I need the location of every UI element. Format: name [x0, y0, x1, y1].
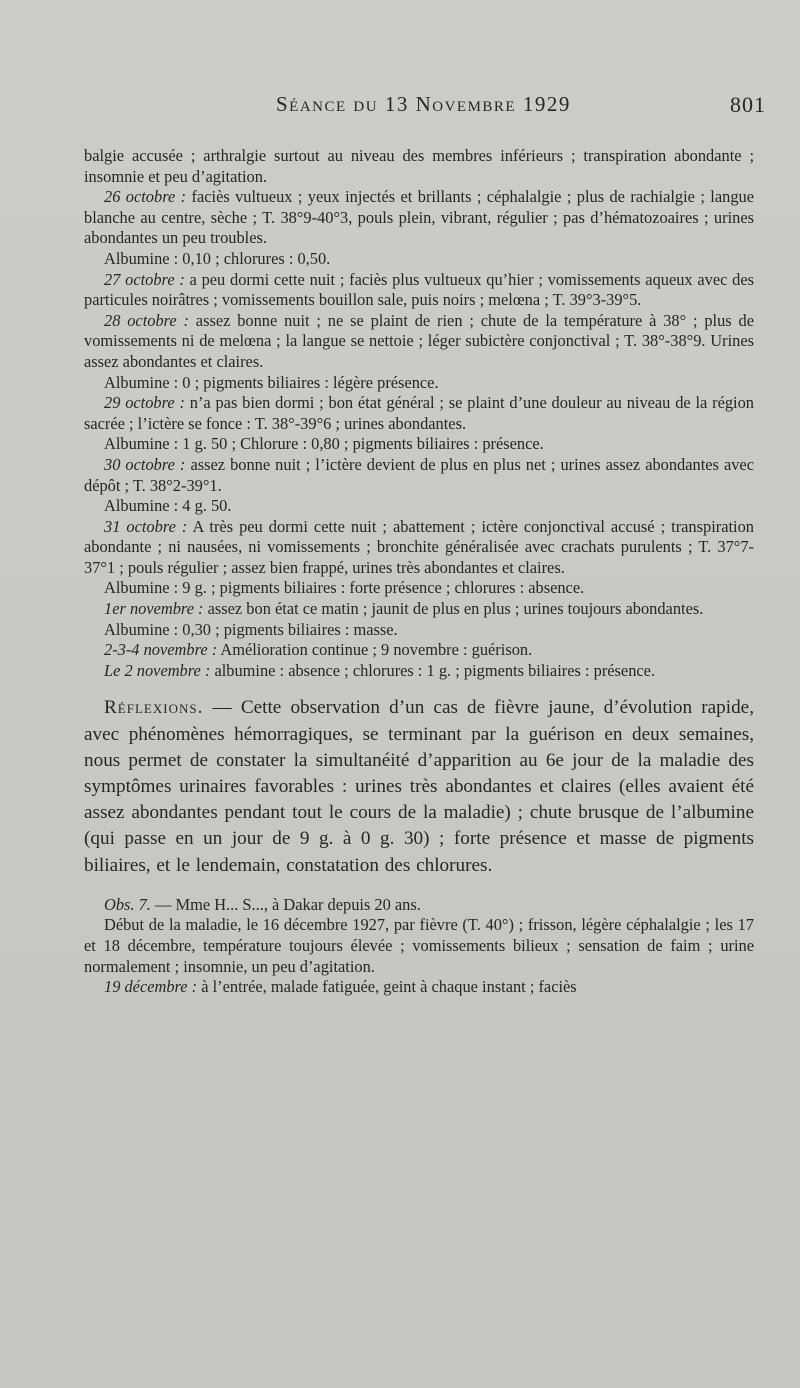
entry-date: 2-3-4 novembre : — [104, 640, 218, 660]
page-number: 801 — [730, 92, 766, 117]
entry-date: 27 octobre : — [104, 269, 185, 289]
entry-date: 30 octobre : — [104, 454, 186, 474]
observation-label: Obs. 7. — [104, 894, 151, 914]
entry-le-2-novembre: Le 2 novembre : albumine : absence ; chlorures : 1 g. ; pigments biliaires : présence. — [104, 660, 656, 680]
entry-19-decembre: 19 décembre : à l’entrée, malade fatiguée, geint à chaque instant ; faciès — [104, 977, 577, 997]
entry-date: 28 octobre : — [104, 310, 189, 330]
lab-result: Albumine : 0 ; pigments biliaires : légère présence. — [104, 372, 439, 392]
entry-date: Le 2 novembre : — [104, 660, 211, 680]
lab-result: Albumine : 0,30 ; pigments biliaires : masse. — [104, 619, 398, 639]
entry-29-octobre: 29 octobre : n’a pas bien dormi ; bon état général ; se plaint d’une douleur au niveau de la région sacrée ; l’ictère se fonce : T. 38°-39°6 ; urines abondantes. — [84, 393, 754, 433]
reflexions-paragraph: Réflexions. — Cette observation d’un cas de fièvre jaune, d’évolution rapide, avec phénomènes hémorragiques, se terminant par la guérison en deux semaines, nous permet de constater la simultanéité d’apparition au 6e jour de la maladie des symptômes urinaires favorables : urines très abondantes et claires (elles avaient été assez abondantes pendant tout le cours de la maladie) ; chute brusque de l’albumine (qui passe en un jour de 9 g. à 0 g. 30) ; forte présence et masse de pigments biliaires, et le lendemain, constatation des chlorures. — [84, 697, 754, 876]
lab-result: Albumine : 0,10 ; chlorures : 0,50. — [104, 248, 331, 268]
observation-7-onset: Début de la maladie, le 16 décembre 1927, par fièvre (T. 40°) ; frisson, légère céphalalgie ; les 17 et 18 décembre, température toujours élevée ; vomissements bilieux ; sensation de faim ; urine normalement ; insomnie, un peu d’agitation. — [84, 915, 754, 976]
lab-result: Albumine : 9 g. ; pigments biliaires : forte présence ; chlorures : absence. — [104, 578, 585, 598]
entry-date: 29 octobre : — [104, 393, 185, 413]
entry-2-3-4-novembre: 2-3-4 novembre : Amélioration continue ; 9 novembre : guérison. — [104, 640, 533, 660]
observation-7-heading: Obs. 7. — Mme H... S..., à Dakar depuis 20 ans. — [104, 894, 421, 914]
entry-date: 31 octobre : — [104, 516, 188, 536]
paragraph-continuation: balgie accusée ; arthralgie surtout au niveau des membres inférieurs ; transpiration abondante ; insomnie et peu d’agitation. — [84, 146, 754, 186]
page-body — [84, 146, 754, 998]
entry-31-octobre: 31 octobre : A très peu dormi cette nuit ; abattement ; ictère conjonctival accusé ; transpiration abondante ; ni nausées, ni vomissements ; bronchite généralisée avec crachats purulents ; T. 37°7-37°1 ; pouls régulier ; assez bien frappé, urines très abondantes et claires. — [84, 516, 754, 577]
running-title: Séance du 13 Novembre 1929 — [276, 92, 571, 116]
entry-26-octobre: 26 octobre : faciès vultueux ; yeux injectés et brillants ; céphalalgie ; plus de rachialgie ; langue blanche au centre, sèche ; T. 38°9-40°3, pouls plein, vibrant, régulier ; pas d’hématozoaires ; urines abondantes un peu troubles. — [84, 187, 754, 248]
entry-date: 19 décembre : — [104, 977, 198, 997]
reflexions-label: Réflexions. — [104, 697, 204, 719]
page-header — [86, 92, 776, 126]
lab-result: Albumine : 1 g. 50 ; Chlorure : 0,80 ; pigments biliaires : présence. — [104, 434, 544, 454]
entry-1er-novembre: 1er novembre : assez bon état ce matin ; jaunit de plus en plus ; urines toujours abondantes. — [104, 599, 704, 619]
entry-date: 1er novembre : — [104, 599, 204, 619]
entry-27-octobre: 27 octobre : a peu dormi cette nuit ; faciès plus vultueux qu’hier ; vomissements aqueux avec des particules noirâtres ; vomissements bouillon sale, puis noirs ; melœna ; T. 39°3-39°5. — [84, 269, 754, 310]
entry-date: 26 octobre : — [104, 187, 187, 207]
entry-30-octobre: 30 octobre : assez bonne nuit ; l’ictère devient de plus en plus net ; urines assez abondantes avec dépôt ; T. 38°2-39°1. — [84, 454, 754, 495]
lab-result: Albumine : 4 g. 50. — [104, 496, 232, 516]
entry-28-octobre: 28 octobre : assez bonne nuit ; ne se plaint de rien ; chute de la température à 38° ; plus de vomissements ni de melœna ; la langue se nettoie ; léger subictère conjonctival ; T. 38°-38°9. Urines assez abondantes et claires. — [84, 310, 754, 371]
